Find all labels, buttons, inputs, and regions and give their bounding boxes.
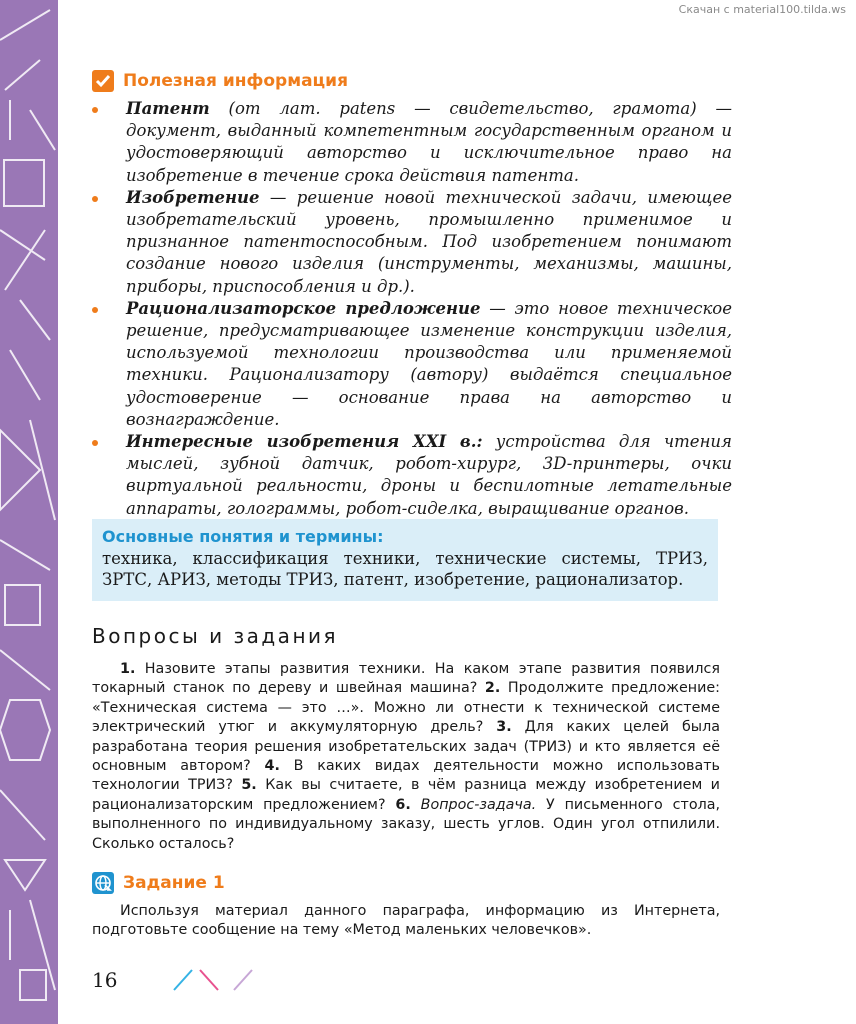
question: В каких видах деятельности можно использовать технологии ТРИЗ? xyxy=(92,758,720,794)
term: Изобретение xyxy=(126,187,260,207)
questions-text xyxy=(92,660,720,854)
question-number: 3. xyxy=(496,719,512,736)
term: Рационализаторское предложение xyxy=(126,298,481,318)
question-number: 6. xyxy=(395,796,411,813)
info-list xyxy=(92,98,732,520)
geometric-pattern-icon xyxy=(0,0,58,1024)
definition: — это новое техническое решение, предусматривающее изменение конструкции изделия, используемой технологии производства или применяемой техники. Рационализатору (автору) выдаётся специальное удостоверение — основание права на авторство и вознаграждение. xyxy=(126,298,732,429)
task-title: Задание 1 xyxy=(123,873,225,893)
slash-decoration-icon xyxy=(170,968,260,992)
question-number: 1. xyxy=(120,661,136,677)
question-number: 2. xyxy=(484,680,501,697)
question: Продолжите предложение: «Техническая система — это …». Можно ли отнести к технической системе электрический утюг и аккумуляторную дрель? xyxy=(92,680,720,736)
list-item xyxy=(92,298,732,431)
key-terms-box xyxy=(92,519,718,601)
key-terms-text: техника, классификация техники, технические системы, ТРИЗ, ЗРТС, АРИЗ, методы ТРИЗ, патент, изобретение, рационализатор. xyxy=(102,549,708,589)
list-item xyxy=(92,98,732,187)
question-number: 5. xyxy=(241,777,257,794)
key-terms-title: Основные понятия и термины: xyxy=(102,527,384,546)
question: У письменного стола, выполненного по индивидуальному заказу, шесть углов. Один угол отпилили. Сколько осталось? xyxy=(92,796,721,852)
question: Как вы считаете, в чём разница между изобретением и рационализаторским предложением? xyxy=(92,777,720,813)
info-title: Полезная информация xyxy=(123,71,348,91)
questions-title: Вопросы и задания xyxy=(92,624,339,648)
definition: — решение новой технической задачи, имеющее изобретательский уровень, промышленно применимое и признанное патентоспособным. Под изобретением понимают создание нового изделия (инструменты, механизмы, машины, приборы, приспособления и др.). xyxy=(126,187,732,296)
question: Назовите этапы развития техники. На каком этапе развития появился токарный станок по дереву и швейная машина? xyxy=(92,661,720,697)
term: Интересные изобретения XXI в.: xyxy=(126,432,483,452)
checkmark-icon xyxy=(92,70,114,92)
side-decoration-stripe xyxy=(0,0,58,1024)
list-item xyxy=(92,187,732,298)
page-number: 16 xyxy=(92,968,118,992)
question: Для каких целей была разработана теория решения изобретательских задач (ТРИЗ) и кто является её основным автором? xyxy=(92,719,720,775)
definition: (от лат. patens — свидетельство, грамота) — документ, выданный компетентным государственным органом и удостоверяющий авторство и исключительное право на изобретение в течение срока действия патента. xyxy=(126,99,732,185)
task-heading xyxy=(92,872,225,894)
definition: устройства для чтения мыслей, зубной датчик, робот-хирург, 3D-принтеры, очки виртуальной реальности, дроны и беспилотные летательные аппараты, голограммы, робот-сиделка, выращивание органов. xyxy=(126,432,732,518)
task-text: Используя материал данного параграфа, информацию из Интернета, подготовьте сообщение на тему «Метод маленьких человечков». xyxy=(92,903,720,939)
question-label: Вопрос-задача. xyxy=(420,796,537,813)
info-heading xyxy=(92,70,348,92)
question-number: 4. xyxy=(264,758,280,775)
globe-icon xyxy=(92,872,114,894)
term: Патент xyxy=(126,99,210,118)
list-item xyxy=(92,431,732,520)
download-watermark: Скачан с material100.tilda.ws xyxy=(678,3,846,16)
